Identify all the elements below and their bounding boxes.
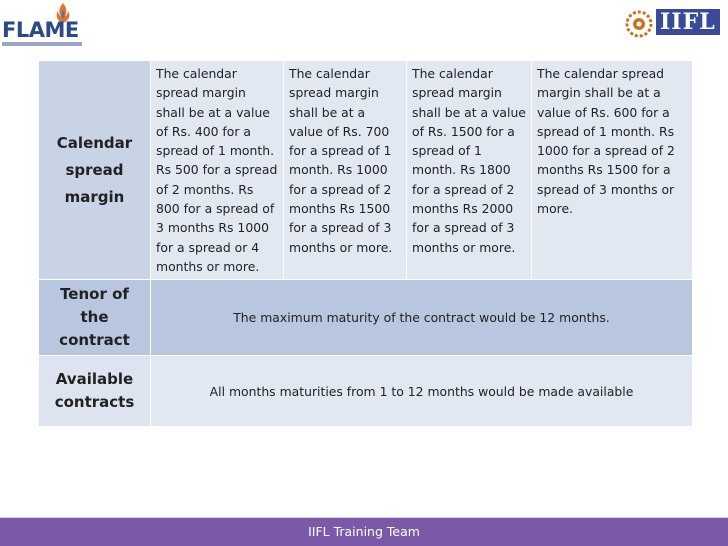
row-header-tenor: Tenor of the contract xyxy=(39,280,151,356)
row-header-calendar-spread-margin: Calendar spread margin xyxy=(39,61,151,280)
table-row xyxy=(39,356,693,427)
iifl-emblem-icon xyxy=(624,7,654,41)
table-row xyxy=(39,280,693,356)
table-row xyxy=(39,61,693,280)
table-cell: The calendar spread margin shall be at a value of Rs. 1500 for a spread of 1 month. Rs 1800 for a spread of 2 months Rs 2000 for a spread of 3 months or more. xyxy=(407,61,532,280)
row-header-available-contracts: Available contracts xyxy=(39,356,151,427)
contract-specs-table xyxy=(38,60,693,427)
footer-text: IIFL Training Team xyxy=(308,524,420,539)
table-cell: The calendar spread margin shall be at a value of Rs. 600 for a spread of 1 month. Rs 1000 for a spread of 2 months Rs 1500 for a spread of 3 months or more. xyxy=(532,61,693,280)
flame-logo-underline xyxy=(2,42,82,46)
table-cell: The calendar spread margin shall be at a value of Rs. 400 for a spread of 1 month. Rs 500 for a spread of 2 months. Rs 800 for a spread of 3 months Rs 1000 for a spread or 4 months or more. xyxy=(151,61,284,280)
iifl-logo xyxy=(622,5,722,45)
iifl-logo-text: IIFL xyxy=(656,9,720,35)
flame-logo-text: FLAME xyxy=(2,18,79,42)
tenor-value: The maximum maturity of the contract would be 12 months. xyxy=(151,280,693,356)
available-contracts-value: All months maturities from 1 to 12 months would be made available xyxy=(151,356,693,427)
footer-bar xyxy=(0,517,728,546)
table-cell: The calendar spread margin shall be at a value of Rs. 700 for a spread of 1 month. Rs 1000 for a spread of 2 months Rs 1500 for a spread of 3 months or more. xyxy=(284,61,407,280)
flame-logo xyxy=(0,0,86,52)
